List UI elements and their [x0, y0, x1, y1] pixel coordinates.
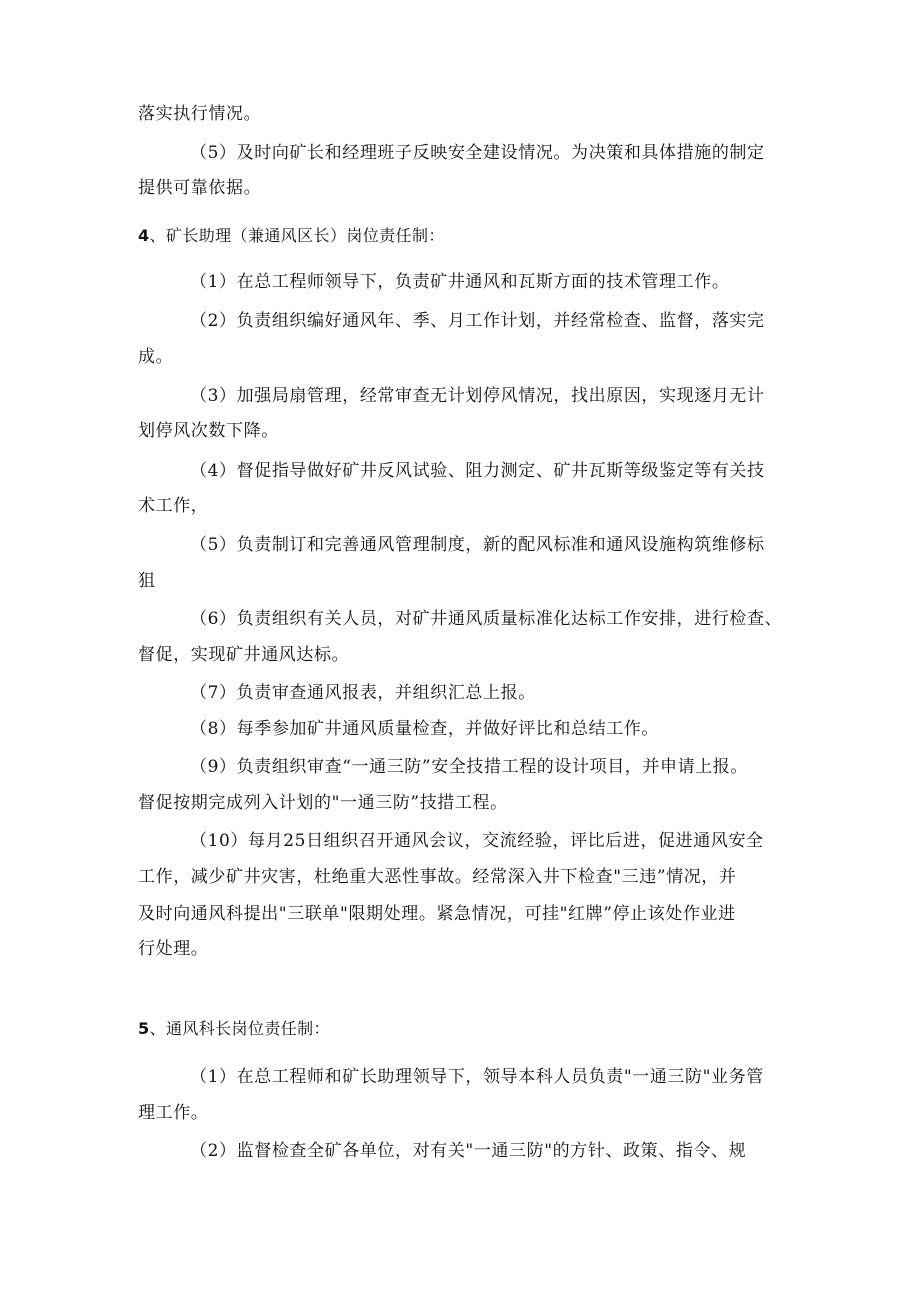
section-number: 4 [138, 226, 150, 245]
text-line: （1）在总工程师和矿长助理领导下，领导本科人员负责"一通三防"业务管 [190, 1067, 764, 1087]
text-line: 理工作。 [138, 1103, 209, 1123]
text-line: 工作，减少矿井灾害，杜绝重大恶性事故。经常深入井下检查"三违”情况，并 [138, 867, 737, 887]
text-line: 督促，实现矿井通风达标。 [138, 645, 350, 665]
text-line: 督促按期完成列入计划的"一通三防”技措工程。 [138, 793, 508, 813]
text-line: （7）负责审查通风报表，并组织汇总上报。 [190, 683, 536, 703]
text-line: 行处理。 [138, 939, 209, 959]
text-line: （3）加强局扇管理，经常审查无计划停风情况，找出原因，实现逐月无计 [190, 386, 765, 406]
text-line: 狙 [138, 571, 156, 591]
text-line: （2）监督检查全矿各单位，对有关"一通三防"的方针、政策、指令、规 [190, 1141, 747, 1161]
text-line: 成。 [138, 347, 174, 367]
text-line: （5）及时向矿长和经理班子反映安全建设情况。为决策和具体措施的制定 [190, 143, 765, 163]
text-line: （6）负责组织有关人员，对矿井通风质量标准化达标工作安排，进行检查、 [190, 609, 783, 629]
section-title: 、通风科长岗位责任制： [149, 1019, 330, 1038]
text-line: 术工作， [138, 496, 209, 516]
text-line: （10）每月25日组织召开通风会议，交流经验，评比后进，促进通风安全 [190, 831, 764, 851]
section-title: 、矿长助理（兼通风区长）岗位责任制： [149, 226, 445, 245]
text-line: （8）每季参加矿井通风质量检查，并做好评比和总结工作。 [190, 719, 660, 739]
text-line: 提供可靠依据。 [138, 178, 262, 198]
text-line: （5）负责制订和完善通风管理制度，新的配风标准和通风设施构筑维修标 [190, 535, 765, 555]
text-line: （9）负责组织审查“一通三防”安全技措工程的设计项目，并申请上报。 [190, 757, 748, 777]
section-heading-4 [138, 225, 445, 247]
text-line: 划停风次数下降。 [138, 421, 279, 441]
text-line: （2）负责组织编好通风年、季、月工作计划，并经常检查、监督，落实完 [190, 311, 765, 331]
section-number: 5 [138, 1019, 150, 1038]
text-line: 落实执行情况。 [138, 104, 262, 124]
text-line: （4）督促指导做好矿井反风试验、阻力测定、矿井瓦斯等级鉴定等有关技 [190, 461, 765, 481]
text-line: （1）在总工程师领导下，负责矿井通风和瓦斯方面的技术管理工作。 [190, 272, 730, 292]
text-line: 及时向通风科提出"三联单"限期处理。紧急情况，可挂"红牌”停止该处作业进 [138, 904, 736, 924]
section-heading-5 [138, 1018, 330, 1040]
